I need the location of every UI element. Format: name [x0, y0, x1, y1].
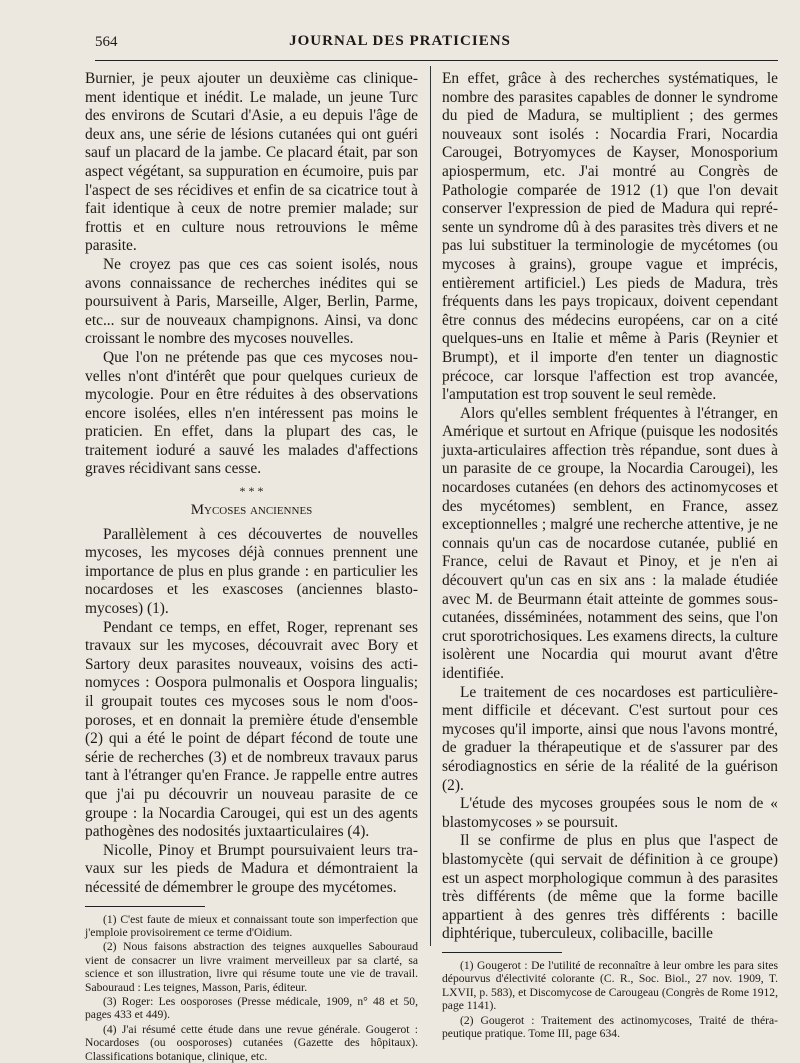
right-paragraph: En effet, grâce à des recherches systématiques, le nombre des parasites capables de donner le syndrome du pied de Madura, se multiplient ; des germes nouveaux sont isolés : Nocardia Frari, Nocardia Carougei, Botryomyces de Kayser, Monosporium apiospermum, etc. J'ai montré au Congrès de Pathologie comparée de 1912 (1) que l'on devait conserver l'expression de pied de Madura qui représente un syndrome dû à des parasites très divers et ne pas lui substituer la terminologie de mycétomes (ou mycoses à grains), groupe vague et imprécis, entièrement artificiel.) Les pieds de Madura, très fréquents dans les pays tropicaux, doivent cependant être connus des médecins européens, car on a cité quelques-uns en Italie et même à Paris (Reynier et Brumpt), et il importe d'en tenter un diagnostic précoce, car lorsque l'affection est trop avancée, l'amputation est trop souvent le seul remède.	[442, 70, 778, 404]
footnote: (2) Gougerot : Traitement des actinomycoses, Traité de thérapeutique pratique. Tome III, page 634.	[442, 1013, 778, 1040]
journal-title: JOURNAL DES PRATICIENS	[289, 33, 511, 49]
right-paragraph: Alors qu'elles semblent fréquentes à l'étranger, en Amérique et surtout en Afrique (puisque les nodosités juxta-articulaires affection très répandue, sont dues à un parasite de ce groupe, la Nocardia Carougei), les nocardoses cutanées (en dehors des actinomycoses et des mycétomes) semblent, en France, assez exceptionnelles ; malgré une recherche attentive, je ne connais qu'un cas de nocardose cutanée, publié en France, celui de Ravaut et Pinoy, et je n'en ai découvert qu'un cas en six ans : la malade étudiée avec M. de Beurmann était atteinte de gommes sous-cutanées, disséminées, notamment des seins, que l'on crut sporotrichosiques. Les examens directs, la culture isolèrent une Nocardia qui mourut avant d'être identifiée.	[442, 404, 778, 682]
left-paragraph: Parallèlement à ces découvertes de nouvelles mycoses, les mycoses déjà connues prennent une importance de plus en plus grande : en particulier les nocardoses et les exascoses (anciennes blastomycoses) (1).	[85, 525, 418, 618]
left-paragraph: Burnier, je peux ajouter un deuxième cas cliniquement identique et inédit. Le malade, un jeune Turc des environs de Scutari d'Asie, a eu depuis l'âge de deux ans, une série de lésions cutanées qui ont guéri sauf un placard de la jambe. Ce placard était, par son aspect végétant, sa suppuration en écumoire, puis par l'aspect de ses récidives et enfin de sa cicatrice tout à fait identique à ceux de notre premier malade; sur frottis et en culture nous retrouvions le même parasite.	[85, 70, 418, 255]
footnote: (4) J'ai résumé cette étude dans une revue générale. Gougerot : Nocardoses (ou oosporoses) cutanées (Gazette des hôpitaux). Classifications botanique, clinique, etc.	[85, 1022, 418, 1063]
left-paragraph: Pendant ce temps, en effet, Roger, reprenant ses travaux sur les mycoses, découvrait avec Bory et Sartory deux parasites nouveaux, voisins des actinomyces : Oospora pulmonalis et Oospora lingualis; il groupait toutes ces mycoses sous le nom d'oosporoses, et en donnait la première étude d'ensemble (2) qui a été le point de départ fécond de toute une série de recherches (3) et de nombreux travaux parus tant à l'étranger qu'en France. Je rappelle entre autres que j'ai pu découvrir un nouveau parasite de ce groupe : la Nocardia Carougei, qui est un des agents pathogènes des nodosités juxtaarticulaires (4).	[85, 618, 418, 841]
footnote: (3) Roger: Les oosporoses (Presse médicale, 1909, n° 48 et 50, pages 433 et 449).	[85, 994, 418, 1022]
footnote: (1) Gougerot : De l'utilité de reconnaître à leur ombre les para sites dépourvus d'électivité colorante (C. R., Soc. Biol., 27 nov. 1909, T. LXVII, p. 583), et Discomycose de Carougeau (Congrès de Rome 1912, page 1141).	[442, 958, 778, 1013]
left-paragraph: Nicolle, Pinoy et Brumpt poursuivaient leurs travaux sur les pieds de Madura et démontraient la nécessité de démembrer le groupe des mycétomes.	[85, 841, 418, 896]
footnote: (1) C'est faute de mieux et connaissant toute son imperfection que j'emploie provisoirement ce terme d'Oidium.	[85, 912, 418, 939]
footnote-rule	[85, 906, 205, 907]
right-paragraph: Le traitement de ces nocardoses est particulièrement difficile et décevant. C'est surtout pour ces mycoses qu'il importe, ainsi que nous l'avons montré, de graduer la thérapeutique et de s'assurer par des sérodiagnostics en série de la réalité de la guérison (2).	[442, 683, 778, 794]
column-divider	[430, 66, 431, 946]
left-paragraph: Ne croyez pas que ces cas soient isolés, nous avons connaissance de recherches inédites qui se poursuivent à Paris, Marseille, Alger, Berlin, Parme, etc... sur de nouveaux champignons. Ainsi, va donc croissant le nombre des mycoses nouvelles.	[85, 255, 418, 348]
section-heading: Mycoses anciennes	[190, 502, 313, 519]
right-paragraph: Il se confirme de plus en plus que l'aspect de blastomycète (qui servait de définition à ce groupe) est un aspect morphologique commun à des parasites très différents (de même que la forme bacille appartient à des genres très différents : bacille diphtérique, tuberculeux, colibacille, bacille	[442, 832, 778, 943]
asterism: * * *	[239, 484, 264, 499]
footnote: (2) Nous faisons abstraction des teignes auxquelles Sabouraud vient de consacrer un livre vraiment merveilleux par sa clarté, sa science et son illustration, livre qui résume toute une vie de travail. Sabouraud : Les teignes, Masson, Paris, éditeur.	[85, 940, 418, 994]
header-rule	[95, 60, 778, 61]
footnote-rule	[442, 952, 562, 953]
right-column	[442, 70, 778, 1040]
left-column	[85, 70, 418, 1063]
left-paragraph: Que l'on ne prétende pas que ces mycoses nouvelles n'ont d'intérêt que pour quelques curieux de mycologie. Pour en être réduites à des observations encore isolées, elles n'en intéressent pas moins le praticien. En effet, dans la plupart des cas, le traitement ioduré a sauvé les malades d'affections graves récidivant sans cesse.	[85, 348, 418, 478]
right-paragraph: L'étude des mycoses groupées sous le nom de « blastomycoses » se poursuit.	[442, 795, 778, 831]
page-number: 564	[95, 34, 118, 50]
